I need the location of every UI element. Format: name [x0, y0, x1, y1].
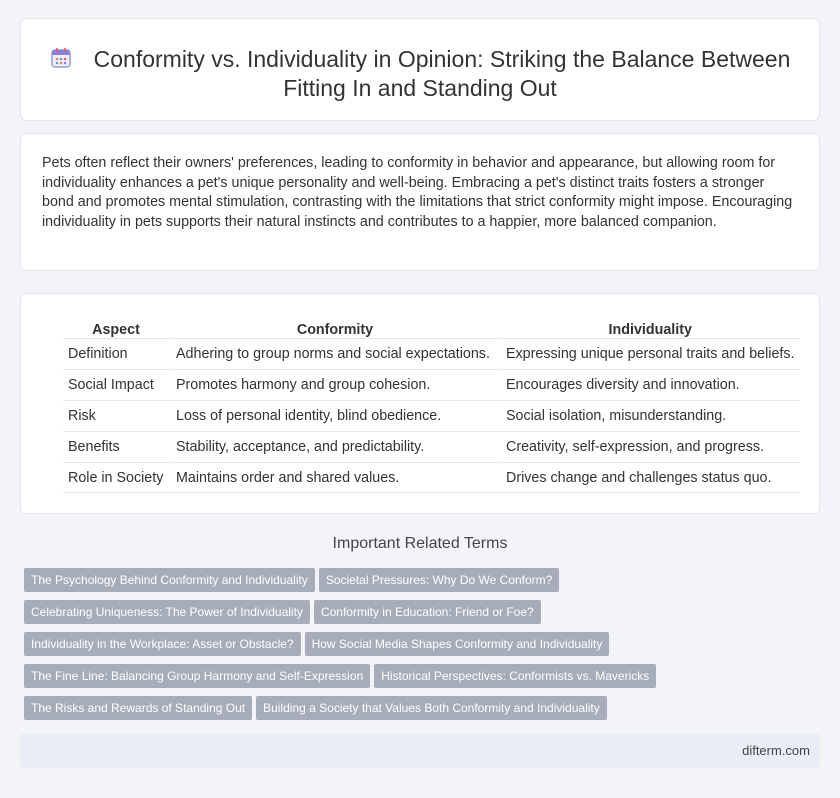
table-cell: Role in Society: [63, 462, 169, 493]
table-cell: Adhering to group norms and social expectations.: [169, 338, 499, 369]
related-terms-title: Important Related Terms: [332, 535, 508, 552]
table-cell: Definition: [63, 338, 169, 369]
intro-card: [20, 133, 820, 271]
related-term-tag[interactable]: The Risks and Rewards of Standing Out: [24, 696, 252, 720]
related-term-tag[interactable]: The Fine Line: Balancing Group Harmony and Self-Expression: [24, 664, 370, 688]
header-individuality: Individuality: [499, 316, 800, 338]
related-term-tag[interactable]: Individuality in the Workplace: Asset or Obstacle?: [24, 632, 301, 656]
table-cell: Stability, acceptance, and predictability.: [169, 431, 499, 462]
comparison-table: [63, 316, 800, 493]
comparison-table-card: [20, 293, 820, 514]
related-term-tag[interactable]: Celebrating Uniqueness: The Power of Individuality: [24, 600, 310, 624]
related-term-tag[interactable]: Historical Perspectives: Conformists vs. Mavericks: [374, 664, 656, 688]
related-term-tag[interactable]: Conformity in Education: Friend or Foe?: [314, 600, 541, 624]
table-row: [63, 369, 800, 400]
related-term-tag[interactable]: Societal Pressures: Why Do We Conform?: [319, 568, 560, 592]
header-card: [20, 18, 820, 121]
table-cell: Expressing unique personal traits and beliefs.: [499, 338, 800, 369]
table-row: [63, 400, 800, 431]
table-cell: Promotes harmony and group cohesion.: [169, 369, 499, 400]
related-term-tag[interactable]: Building a Society that Values Both Conformity and Individuality: [256, 696, 607, 720]
footer: [20, 734, 820, 768]
footer-site-link[interactable]: difterm.com: [742, 743, 810, 758]
table-cell: Drives change and challenges status quo.: [499, 462, 800, 493]
table-cell: Social Impact: [63, 369, 169, 400]
table-cell: Social isolation, misunderstanding.: [499, 400, 800, 431]
related-term-tag[interactable]: How Social Media Shapes Conformity and Individuality: [305, 632, 610, 656]
table-cell: Creativity, self-expression, and progress.: [499, 431, 800, 462]
table-cell: Benefits: [63, 431, 169, 462]
table-row: [63, 338, 800, 369]
intro-paragraph: Pets often reflect their owners' preferences, leading to conformity in behavior and appearance, but allowing room for individuality enhances a pet's unique personality and well-being. Embracing a pet's distinct traits fosters a stronger bond and promotes mental stimulation, contrasting with the limitations that strict conformity might impose. Encouraging individuality in pets supports their natural instincts and contributes to a happier, more balanced companion.: [42, 155, 793, 230]
header-aspect: Aspect: [92, 322, 140, 338]
header-conformity: Conformity: [169, 316, 499, 338]
calendar-icon: [50, 47, 72, 69]
table-row: [63, 431, 800, 462]
table-cell: Encourages diversity and innovation.: [499, 369, 800, 400]
page-title-text: Conformity vs. Individuality in Opinion: Striking the Balance Between Fitting In and Standing Out: [93, 46, 791, 101]
table-row: [63, 462, 800, 493]
table-cell: Risk: [63, 400, 169, 431]
related-terms-list: [24, 568, 814, 728]
page-title: [21, 45, 819, 103]
table-cell: Loss of personal identity, blind obedience.: [169, 400, 499, 431]
related-term-tag[interactable]: The Psychology Behind Conformity and Individuality: [24, 568, 315, 592]
table-cell: Maintains order and shared values.: [169, 462, 499, 493]
table-header-row: [63, 316, 800, 338]
